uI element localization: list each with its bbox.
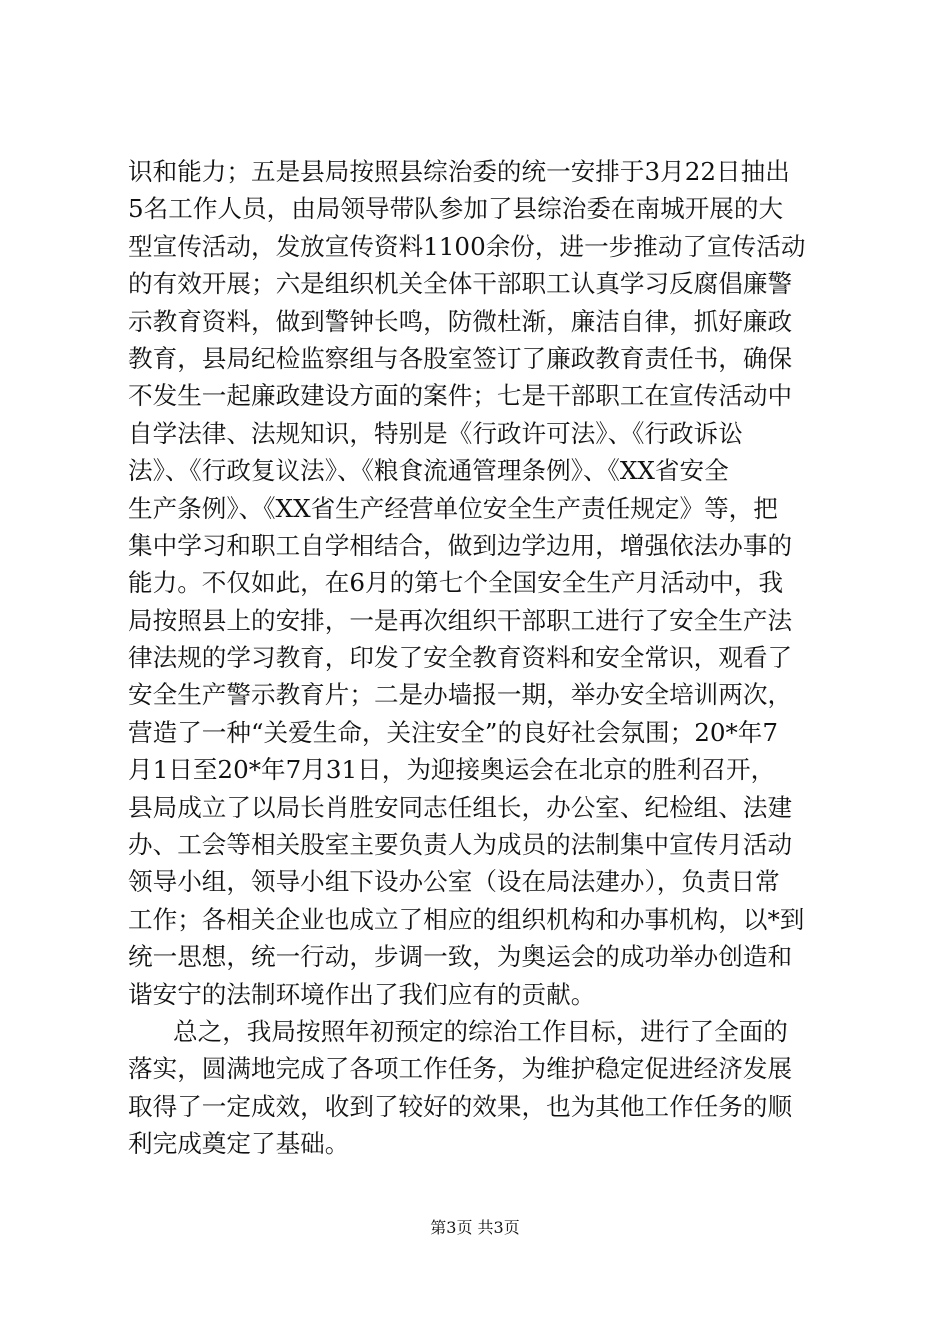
text-line: 自学法律、法规知识，特别是《行政许可法》、《行政诉讼 bbox=[128, 418, 743, 448]
page-number-label: 第3页 共3页 bbox=[430, 1218, 520, 1237]
text-line: 利完成奠定了基础。 bbox=[128, 1129, 350, 1159]
text-line: 工作；各相关企业也成立了相应的组织机构和办事机构，以*到 bbox=[128, 904, 805, 934]
paragraph-first-line: 总之，我局按照年初预定的综治工作目标，进行了全面的 bbox=[173, 1016, 788, 1046]
text-line: 谐安宁的法制环境作出了我们应有的贡献。 bbox=[128, 979, 596, 1009]
text-line: 落实，圆满地完成了各项工作任务，为维护稳定促进经济发展 bbox=[128, 1054, 793, 1084]
text-line: 教育，县局纪检监察组与各股室签订了廉政教育责任书，确保 bbox=[128, 343, 793, 373]
text-line: 领导小组，领导小组下设办公室（设在局法建办），负责日常 bbox=[128, 867, 780, 897]
text-line: 县局成立了以局长肖胜安同志任组长，办公室、纪检组、法建 bbox=[128, 792, 793, 822]
text-line: 不发生一起廉政建设方面的案件；七是干部职工在宣传活动中 bbox=[128, 381, 793, 411]
text-line: 月1日至20*年7月31日，为迎接奥运会在北京的胜利召开， bbox=[128, 755, 776, 785]
text-line: 安全生产警示教育片；二是办墙报一期，举办安全培训两次， bbox=[128, 680, 793, 710]
text-line: 律法规的学习教育，印发了安全教育资料和安全常识，观看了 bbox=[128, 643, 793, 673]
text-line: 统一思想，统一行动，步调一致，为奥运会的成功举办创造和 bbox=[128, 942, 793, 972]
text-line: 法》、《行政复议法》、《粮食流通管理条例》、《XX省安全 bbox=[128, 456, 729, 486]
text-line: 型宣传活动，发放宣传资料1100余份，进一步推动了宣传活动 bbox=[128, 231, 806, 261]
text-line: 生产条例》、《XX省生产经营单位安全生产责任规定》等，把 bbox=[128, 493, 778, 523]
page-footer bbox=[0, 1218, 950, 1238]
text-line: 局按照县上的安排，一是再次组织干部职工进行了安全生产法 bbox=[128, 605, 793, 635]
text-line: 识和能力；五是县局按照县综治委的统一安排于3月22日抽出 bbox=[128, 157, 790, 186]
text-line: 营造了一种“关爱生命，关注安全”的良好社会氛围；20*年7 bbox=[128, 717, 779, 747]
document-body bbox=[128, 153, 828, 1163]
text-line: 取得了一定成效，收到了较好的效果，也为其他工作任务的顺 bbox=[128, 1091, 793, 1121]
text-line: 办、工会等相关股室主要负责人为成员的法制集中宣传月活动 bbox=[128, 830, 793, 860]
text-line: 能力。不仅如此，在6月的第七个全国安全生产月活动中，我 bbox=[128, 568, 784, 598]
text-line: 示教育资料，做到警钟长鸣，防微杜渐，廉洁自律，抓好廉政 bbox=[128, 306, 793, 336]
text-line: 的有效开展；六是组织机关全体干部职工认真学习反腐倡廉警 bbox=[128, 269, 793, 299]
text-line: 5名工作人员，由局领导带队参加了县综治委在南城开展的大 bbox=[128, 194, 784, 224]
text-line: 集中学习和职工自学相结合，做到边学边用，增强依法办事的 bbox=[128, 530, 793, 560]
